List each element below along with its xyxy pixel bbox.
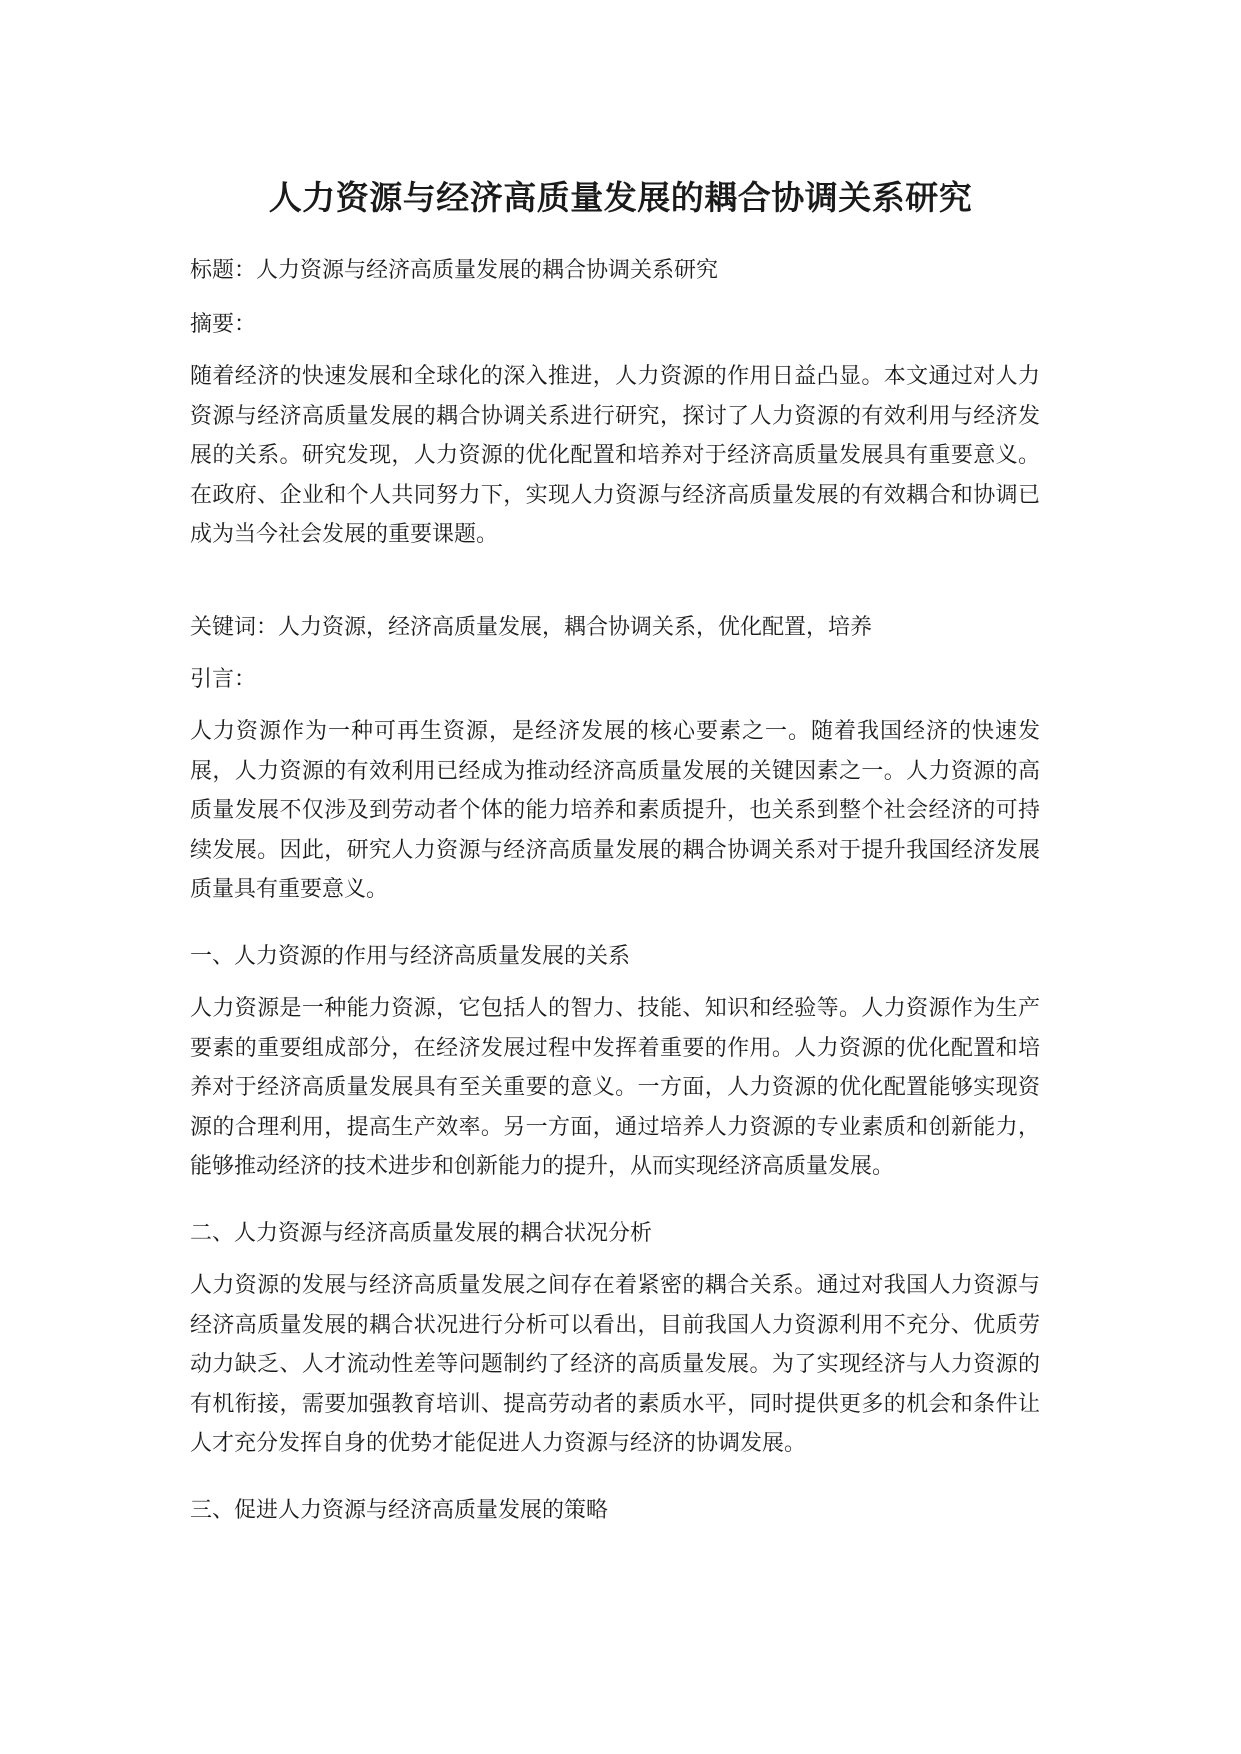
abstract-paragraph: 随着经济的快速发展和全球化的深入推进，人力资源的作用日益凸显。本文通过对人力资源与经济高质量发展的耦合协调关系进行研究，探讨了人力资源的有效利用与经济发展的关系。研究发现，人力资源的优化配置和培养对于经济高质量发展具有重要意义。在政府、企业和个人共同努力下，实现人力资源与经济高质量发展的有效耦合和协调已成为当今社会发展的重要课题。 bbox=[190, 364, 1040, 547]
keywords-line: 关键词：人力资源，经济高质量发展，耦合协调关系，优化配置，培养 bbox=[190, 615, 873, 640]
abstract-heading: 摘要： bbox=[190, 312, 257, 337]
section-3-heading: 三、促进人力资源与经济高质量发展的策略 bbox=[190, 1498, 609, 1523]
document-title: 人力资源与经济高质量发展的耦合协调关系研究 bbox=[268, 178, 973, 217]
introduction-paragraph: 人力资源作为一种可再生资源，是经济发展的核心要素之一。随着我国经济的快速发展，人力资源的有效利用已经成为推动经济高质量发展的关键因素之一。人力资源的高质量发展不仅涉及到劳动者个体的能力培养和素质提升，也关系到整个社会经济的可持续发展。因此，研究人力资源与经济高质量发展的耦合协调关系对于提升我国经济发展质量具有重要意义。 bbox=[190, 719, 1040, 902]
introduction-heading: 引言： bbox=[190, 667, 257, 692]
section-2-heading: 二、人力资源与经济高质量发展的耦合状况分析 bbox=[190, 1221, 653, 1246]
section-1-paragraph: 人力资源是一种能力资源，它包括人的智力、技能、知识和经验等。人力资源作为生产要素的重要组成部分，在经济发展过程中发挥着重要的作用。人力资源的优化配置和培养对于经济高质量发展具有至关重要的意义。一方面，人力资源的优化配置能够实现资源的合理利用，提高生产效率。另一方面，通过培养人力资源的专业素质和创新能力，能够推动经济的技术进步和创新能力的提升，从而实现经济高质量发展。 bbox=[190, 996, 1040, 1179]
title-line: 标题：人力资源与经济高质量发展的耦合协调关系研究 bbox=[190, 258, 719, 283]
section-1-heading: 一、人力资源的作用与经济高质量发展的关系 bbox=[190, 944, 631, 969]
section-2-paragraph: 人力资源的发展与经济高质量发展之间存在着紧密的耦合关系。通过对我国人力资源与经济高质量发展的耦合状况进行分析可以看出，目前我国人力资源利用不充分、优质劳动力缺乏、人才流动性差等问题制约了经济的高质量发展。为了实现经济与人力资源的有机衔接，需要加强教育培训、提高劳动者的素质水平，同时提供更多的机会和条件让人才充分发挥自身的优势才能促进人力资源与经济的协调发展。 bbox=[190, 1273, 1040, 1456]
